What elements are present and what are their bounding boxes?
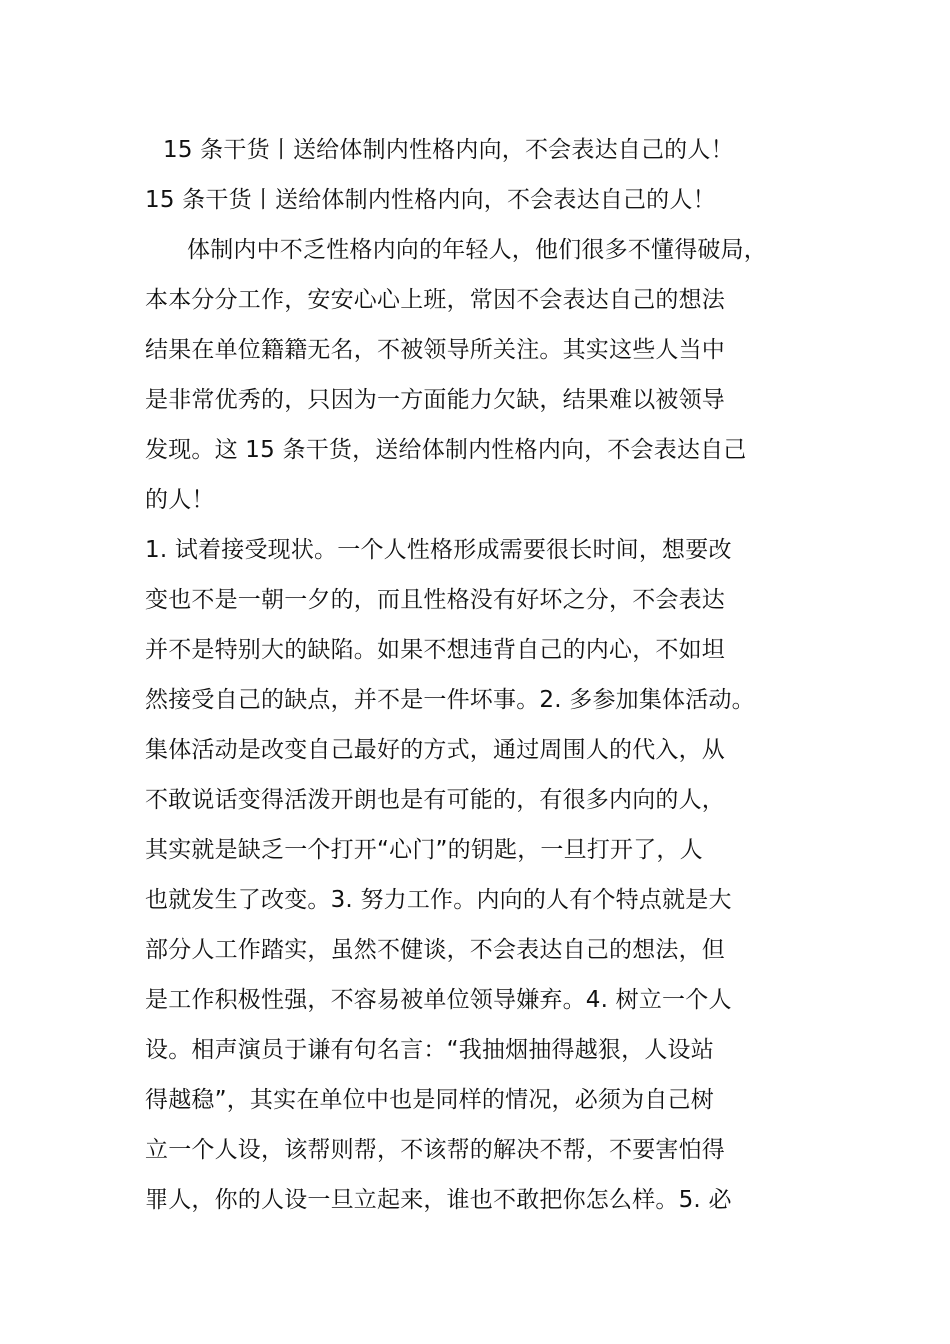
text-line: 1. 试着接受现状。一个人性格形成需要很长时间，想要改 (145, 537, 732, 563)
text-line: 变也不是一朝一夕的，而且性格没有好坏之分，不会表达 (145, 587, 725, 613)
text-line: 体制内中不乏性格内向的年轻人，他们很多不懂得破局， (187, 237, 767, 263)
document-subtitle: 15 条干货丨送给体制内性格内向，不会表达自己的人！ (145, 187, 716, 213)
text-line: 集体活动是改变自己最好的方式，通过周围人的代入，从 (145, 737, 725, 763)
text-line: 是工作积极性强，不容易被单位领导嫌弃。4. 树立一个人 (145, 987, 732, 1013)
text-line: 并不是特别大的缺陷。如果不想违背自己的内心，不如坦 (145, 637, 725, 663)
text-line: 不敢说话变得活泼开朗也是有可能的，有很多内向的人， (145, 787, 725, 813)
text-line: 立一个人设，该帮则帮，不该帮的解决不帮，不要害怕得 (145, 1137, 725, 1163)
text-line: 设。相声演员于谦有句名言：“我抽烟抽得越狠，人设站 (145, 1037, 714, 1063)
text-line: 其实就是缺乏一个打开“心门”的钥匙，一旦打开了，人 (145, 837, 703, 863)
text-line: 本本分分工作，安安心心上班，常因不会表达自己的想法 (145, 287, 725, 313)
text-line: 部分人工作踏实，虽然不健谈，不会表达自己的想法，但 (145, 937, 725, 963)
text-line: 结果在单位籍籍无名，不被领导所关注。其实这些人当中 (145, 337, 725, 363)
text-line: 也就发生了改变。3. 努力工作。内向的人有个特点就是大 (145, 887, 732, 913)
text-line: 发现。这 15 条干货，送给体制内性格内向，不会表达自己 (145, 437, 747, 463)
text-line: 是非常优秀的，只因为一方面能力欠缺，结果难以被领导 (145, 387, 725, 413)
text-line: 得越稳”，其实在单位中也是同样的情况，必须为自己树 (145, 1087, 714, 1113)
text-line: 然接受自己的缺点，并不是一件坏事。2. 多参加集体活动。 (145, 687, 755, 713)
text-line: 罪人，你的人设一旦立起来，谁也不敢把你怎么样。5. 必 (145, 1187, 732, 1213)
document-title: 15 条干货丨送给体制内性格内向，不会表达自己的人！ (163, 137, 734, 163)
text-line: 的人！ (145, 487, 215, 513)
